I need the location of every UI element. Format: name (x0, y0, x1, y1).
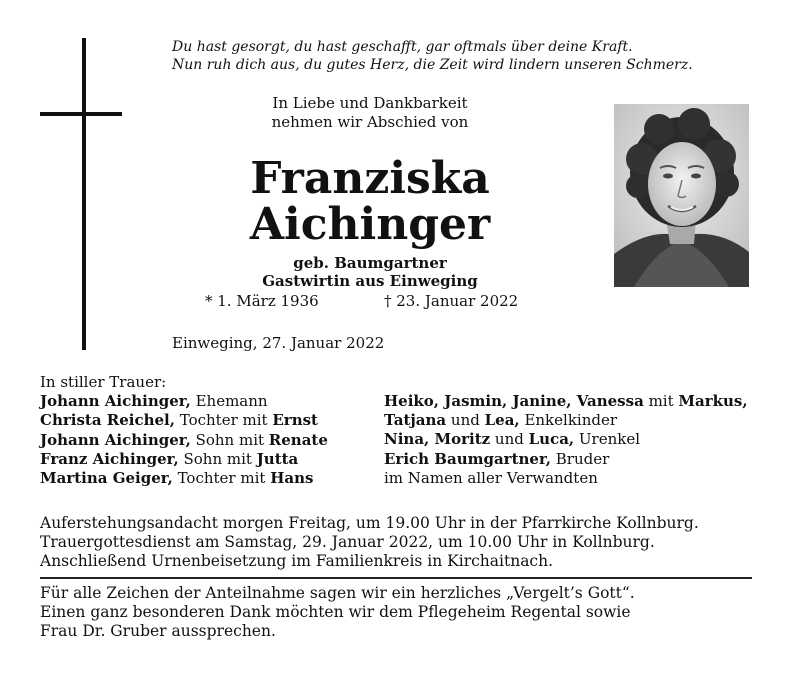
cross-horizontal-bar (40, 112, 122, 116)
divider-line (40, 577, 752, 579)
thanks-line-3: Frau Dr. Gruber aussprechen. (40, 622, 276, 640)
maiden-name: geb. Baumgartner (293, 254, 447, 272)
intro-line-2: nehmen wir Abschied von (271, 113, 469, 131)
mourner-partner: Markus, (678, 392, 748, 410)
thanks-line-1: Für alle Zeichen der Anteilnahme sagen wir ein herzliches „Vergelt’s Gott“. (40, 584, 635, 602)
death-date: † 23. Januar 2022 (384, 292, 519, 310)
mourner-name: Johann Aichinger, (40, 430, 191, 449)
mourner-conjunction: und (446, 411, 485, 430)
mourner-row (384, 392, 748, 411)
portrait-photo (614, 104, 749, 287)
place-and-date: Einweging, 27. Januar 2022 (172, 334, 385, 352)
mourner-partner: Ernst (272, 411, 318, 430)
mourner-relation: Tochter mit (174, 411, 273, 430)
mourner-conjunction: und (490, 430, 529, 449)
mourners-heading: In stiller Trauer: (40, 373, 167, 391)
mourner-partner: Renate (268, 430, 328, 449)
mourner-name: Johann Aichinger, (40, 392, 191, 411)
mourner-name: Franz Aichinger, (40, 449, 179, 468)
intro-text (170, 94, 570, 132)
mourner-name: Luca, (528, 430, 575, 449)
intro-line-1: In Liebe und Dankbarkeit (272, 94, 468, 112)
birth-date: * 1. März 1936 (205, 292, 319, 310)
mourner-relation: mit (643, 392, 679, 410)
mourner-name: Erich Baumgartner, (384, 449, 551, 468)
service-line-2: Trauergottesdienst am Samstag, 29. Januar 2022, um 10.00 Uhr in Kollnburg. (40, 533, 655, 551)
mourner-row: im Namen aller Verwandten (384, 468, 598, 487)
mourner-partner: Jutta (256, 449, 299, 468)
thanks-line-2: Einen ganz besonderen Dank möchten wir dem Pflegeheim Regental sowie (40, 603, 631, 621)
mourner-row (40, 469, 328, 488)
deceased-last-name: Aichinger (249, 199, 491, 250)
thanks-text (40, 584, 635, 641)
mourner-relation: Sohn mit (190, 430, 269, 449)
mourner-name: Nina, Moritz (384, 430, 491, 449)
mourner-row (40, 450, 328, 469)
mourner-name: Martina Geiger, (40, 469, 173, 488)
mourner-row (40, 411, 328, 430)
mourner-relation: Tochter mit (172, 469, 271, 488)
mourner-relation: Urenkel (574, 430, 641, 449)
mourner-row (384, 411, 748, 430)
portrait-illustration (614, 104, 749, 287)
mourner-name: Christa Reichel, (40, 411, 175, 430)
mourner-name: Lea, (484, 411, 520, 430)
service-info (40, 514, 699, 571)
occupation: Gastwirtin aus Einweging (262, 272, 478, 290)
mourner-row (40, 392, 328, 411)
service-line-1: Auferstehungsandacht morgen Freitag, um 19.00 Uhr in der Pfarrkirche Kollnburg. (40, 514, 699, 532)
mourners-right-column (384, 392, 748, 488)
mourner-relation: Bruder (551, 449, 610, 468)
mourner-row (384, 430, 748, 449)
mourner-name: Heiko, Jasmin, Janine, Vanessa (384, 392, 644, 410)
deceased-first-name: Franziska (250, 153, 490, 204)
mourner-row (384, 450, 748, 469)
poem (172, 38, 693, 74)
mourner-name: Tatjana (384, 411, 447, 430)
cross-vertical-bar (82, 38, 86, 350)
service-line-3: Anschließend Urnenbeisetzung im Familienkreis in Kirchaitnach. (40, 552, 554, 570)
mourner-relation: Ehemann (190, 392, 268, 411)
mourner-relation: Enkelkinder (519, 411, 618, 430)
poem-line-1: Du hast gesorgt, du hast geschafft, gar oftmals über deine Kraft. (172, 39, 633, 55)
poem-line-2: Nun ruh dich aus, du gutes Herz, die Zeit wird lindern unseren Schmerz. (172, 57, 693, 73)
mourner-relation: Sohn mit (178, 449, 257, 468)
mourner-partner: Hans (270, 469, 314, 488)
mourners-left-column (40, 373, 328, 488)
mourner-row (40, 431, 328, 450)
